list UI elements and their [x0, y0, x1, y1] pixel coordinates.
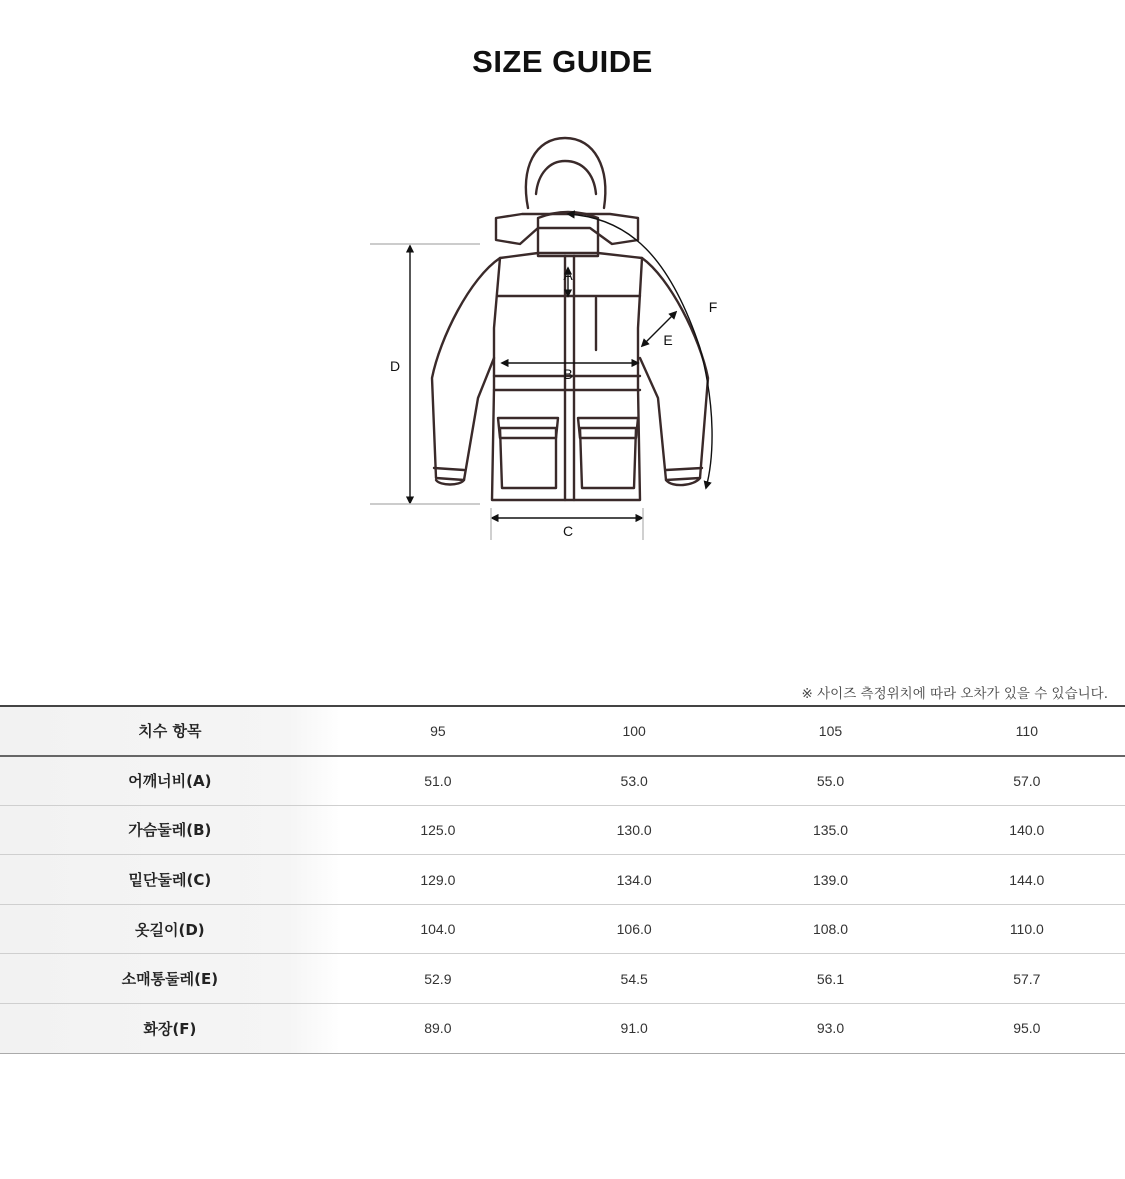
row-label: 어깨너비(A)	[0, 756, 340, 806]
row-label: 밑단둘레(C)	[0, 855, 340, 905]
cell-value: 144.0	[929, 855, 1125, 905]
row-label: 옷길이(D)	[0, 904, 340, 954]
table-row	[0, 805, 1125, 855]
cell-value: 140.0	[929, 805, 1125, 855]
cell-value: 51.0	[340, 756, 536, 806]
cell-value: 57.7	[929, 954, 1125, 1004]
row-label: 소매통둘레(E)	[0, 954, 340, 1004]
size-header: 105	[732, 706, 928, 756]
row-label: 가슴둘레(B)	[0, 805, 340, 855]
label-f: F	[708, 299, 718, 315]
cell-value: 56.1	[732, 954, 928, 1004]
label-a: A	[563, 267, 573, 283]
cell-value: 134.0	[536, 855, 732, 905]
table-row	[0, 1004, 1125, 1054]
size-header: 100	[536, 706, 732, 756]
label-b: B	[563, 366, 573, 382]
cell-value: 57.0	[929, 756, 1125, 806]
cell-value: 91.0	[536, 1004, 732, 1054]
cell-value: 93.0	[732, 1004, 928, 1054]
label-c: C	[562, 523, 574, 539]
size-header: 95	[340, 706, 536, 756]
table-row	[0, 756, 1125, 806]
cell-value: 139.0	[732, 855, 928, 905]
size-table	[0, 705, 1125, 1054]
table-row	[0, 954, 1125, 1004]
jacket-outline	[432, 138, 708, 500]
cell-value: 95.0	[929, 1004, 1125, 1054]
cell-value: 110.0	[929, 904, 1125, 954]
cell-value: 135.0	[732, 805, 928, 855]
size-header: 110	[929, 706, 1125, 756]
cell-value: 55.0	[732, 756, 928, 806]
cell-value: 130.0	[536, 805, 732, 855]
row-label: 화장(F)	[0, 1004, 340, 1054]
cell-value: 106.0	[536, 904, 732, 954]
table-header-row	[0, 706, 1125, 756]
measurement-note: ※ 사이즈 측정위치에 따라 오차가 있을 수 있습니다.	[801, 686, 1108, 702]
header-label: 치수 항목	[0, 706, 340, 756]
cell-value: 54.5	[536, 954, 732, 1004]
table-row	[0, 904, 1125, 954]
cell-value: 89.0	[340, 1004, 536, 1054]
table-row	[0, 855, 1125, 905]
cell-value: 125.0	[340, 805, 536, 855]
page-title: SIZE GUIDE	[472, 44, 653, 79]
label-d: D	[389, 358, 401, 374]
cell-value: 53.0	[536, 756, 732, 806]
cell-value: 108.0	[732, 904, 928, 954]
cell-value: 52.9	[340, 954, 536, 1004]
jacket-diagram	[360, 128, 740, 558]
cell-value: 129.0	[340, 855, 536, 905]
label-e: E	[663, 332, 673, 348]
cell-value: 104.0	[340, 904, 536, 954]
